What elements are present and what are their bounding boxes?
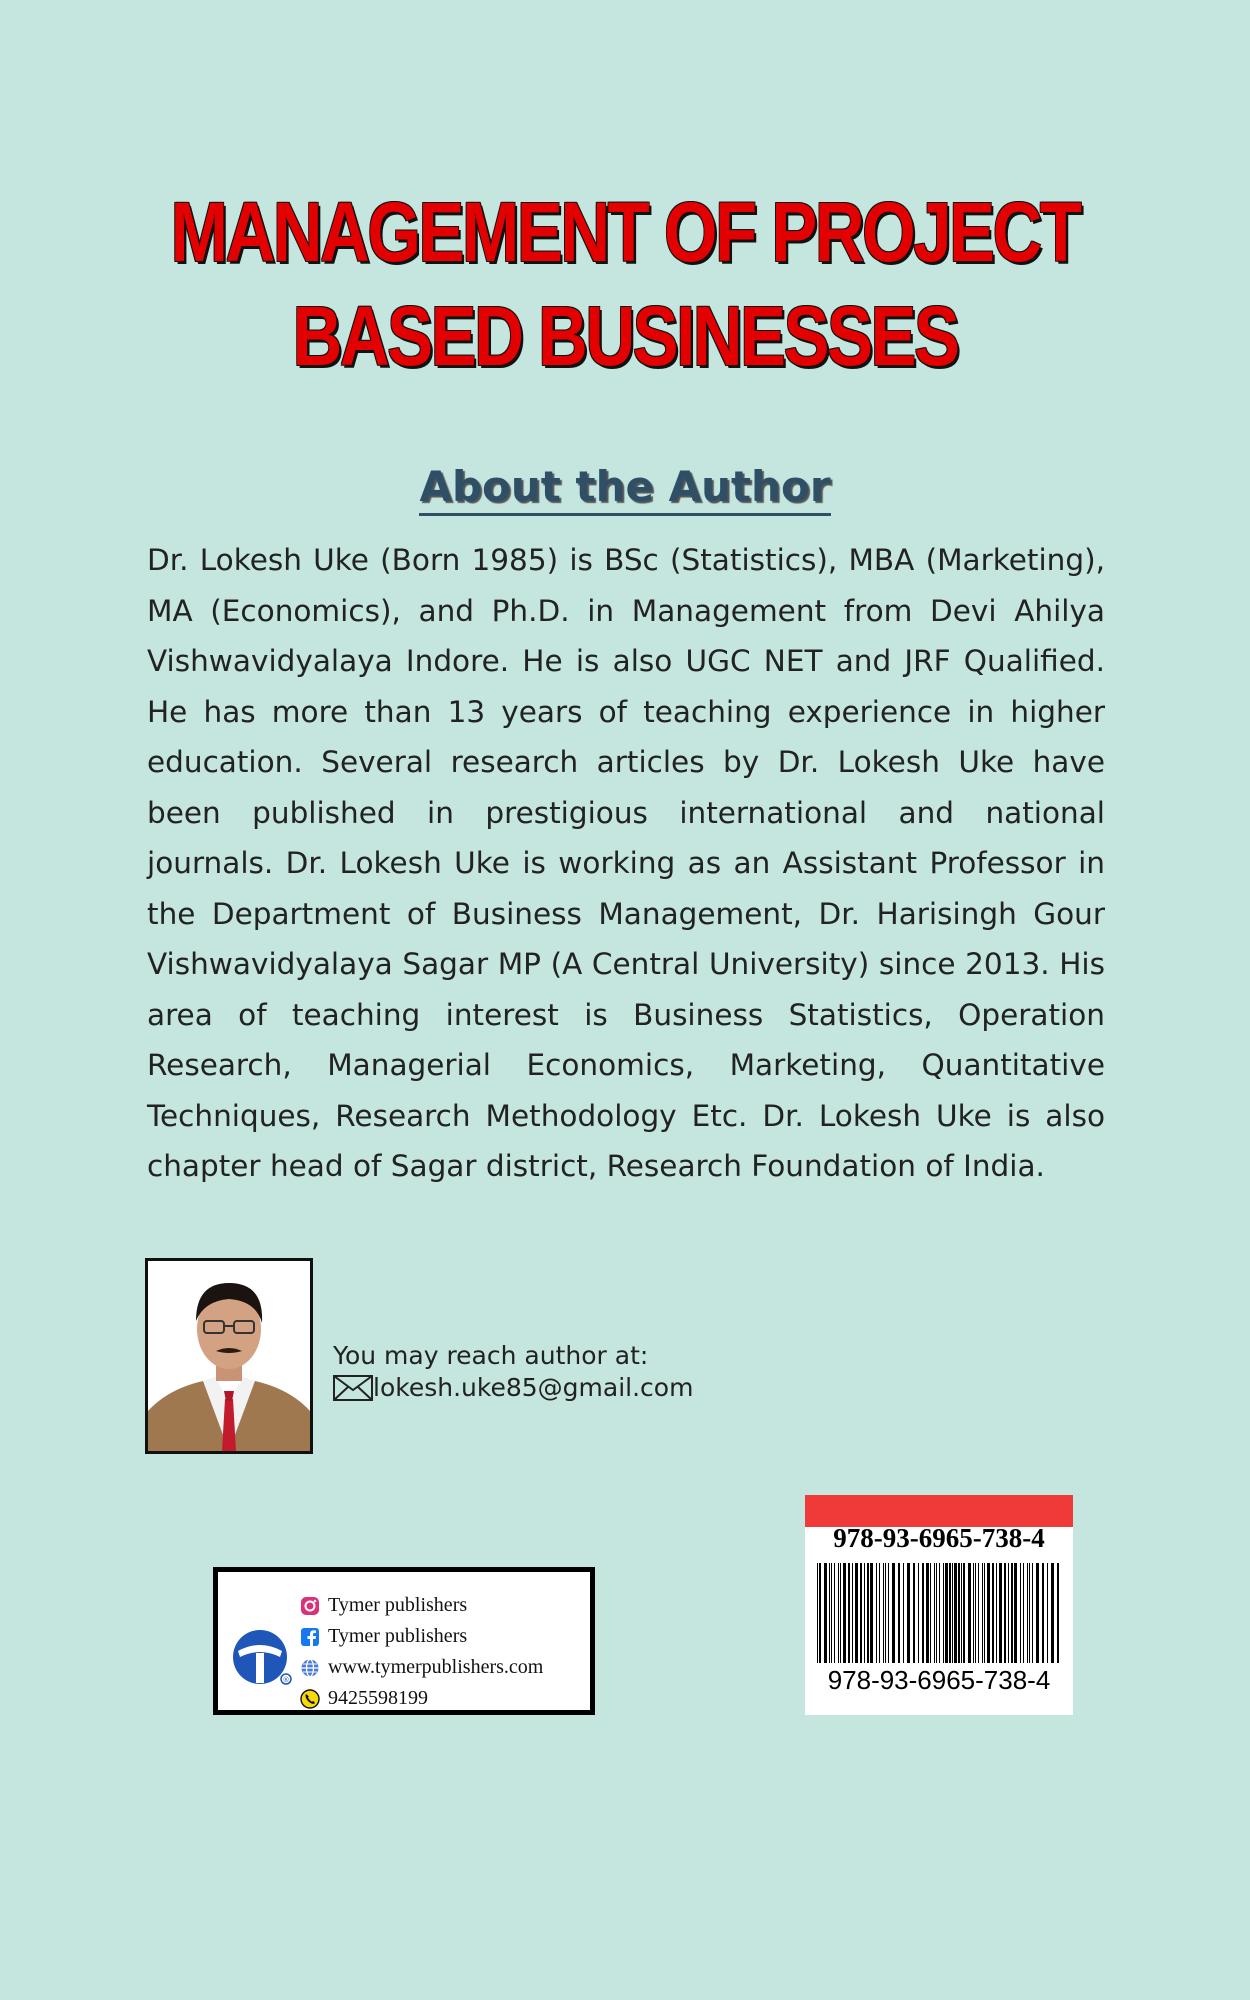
barcode-bar — [870, 1563, 873, 1663]
barcode-bar — [958, 1563, 960, 1663]
barcode-bar — [943, 1563, 944, 1663]
book-title — [113, 180, 1138, 388]
instagram-row[interactable] — [300, 1590, 543, 1621]
globe-icon — [300, 1658, 320, 1678]
barcode-bar — [975, 1563, 976, 1663]
barcode-bar — [992, 1563, 994, 1663]
barcode-bar — [843, 1563, 846, 1663]
barcode-bar — [860, 1563, 862, 1663]
barcode-bar — [999, 1563, 1002, 1663]
publisher-contact-list — [300, 1590, 543, 1714]
barcode-bar — [892, 1563, 895, 1663]
barcode-bar — [996, 1563, 997, 1663]
contact-prompt: You may reach author at: — [333, 1341, 649, 1370]
phone-icon — [300, 1689, 320, 1709]
isbn-top-label: 978-93-6965-738-4 — [833, 1523, 1045, 1553]
barcode-bar — [888, 1563, 889, 1663]
barcode-bar — [1047, 1563, 1048, 1663]
author-photo — [145, 1258, 313, 1454]
barcode-bar — [961, 1563, 962, 1663]
book-title-line-2: BASED BUSINESSES — [292, 289, 958, 383]
barcode-bar — [952, 1563, 953, 1663]
author-portrait-image — [148, 1261, 310, 1451]
publisher-logo-icon — [232, 1627, 292, 1687]
facebook-icon — [300, 1627, 320, 1647]
barcode-bar — [907, 1563, 910, 1663]
barcode-bar — [954, 1563, 957, 1663]
barcode-bar — [934, 1563, 935, 1663]
barcode-bar — [1036, 1563, 1039, 1663]
barcode-bar — [973, 1563, 974, 1663]
barcode-bar — [1023, 1563, 1024, 1663]
author-bio: Dr. Lokesh Uke (Born 1985) is BSc (Statistics), MBA (Marketing), MA (Economics), and Ph.D. in Management from Devi Ahilya Vishwavidyalaya Indore. He is also UGC NET and JRF Qualified. He has more than 13 years of teaching experience in higher education. Several research articles by Dr. Lokesh Uke have been published in prestigious international and national journals. Dr. Lokesh Uke is working as an Assistant Professor in the Department of Business Management, Dr. Harisingh Gour Vishwavidyalaya Sagar MP (A Central University) since 2013. His area of teaching interest is Business Statistics, Operation Research, Managerial Economics, Marketing, Quantitative Techniques, Research Methodology Etc. Dr. Lokesh Uke is also chapter head of Sagar district, Research Foundation of India. — [147, 543, 1105, 1183]
barcode-bar — [922, 1563, 924, 1663]
website-link[interactable]: www.tymerpublishers.com — [328, 1656, 544, 1678]
barcode-bar — [1004, 1563, 1006, 1663]
author-email-link[interactable]: lokesh.uke85@gmail.com — [373, 1373, 694, 1402]
barcode-bar — [1032, 1563, 1033, 1663]
facebook-handle: Tymer publishers — [328, 1625, 468, 1647]
barcode-bar — [913, 1563, 915, 1663]
website-row[interactable] — [300, 1652, 543, 1683]
barcode-bar — [918, 1563, 919, 1663]
envelope-icon — [333, 1375, 373, 1401]
barcode-bar — [978, 1563, 979, 1663]
barcode-bar — [949, 1563, 951, 1663]
barcode-bar — [1057, 1563, 1059, 1663]
barcode-bar — [829, 1563, 830, 1663]
book-title-line-1: MANAGEMENT OF PROJECT — [170, 185, 1080, 279]
barcode-bar — [982, 1563, 983, 1663]
barcode-bar — [898, 1563, 900, 1663]
barcode-bar — [867, 1563, 869, 1663]
barcode-bar — [939, 1563, 940, 1663]
barcode-bar — [1011, 1563, 1013, 1663]
barcode-bar — [903, 1563, 904, 1663]
contact-block — [333, 1340, 693, 1404]
barcode-bar — [864, 1563, 865, 1663]
isbn-bottom-label: 978-93-6965-738-4 — [827, 1665, 1051, 1695]
barcode-bar — [1014, 1563, 1017, 1663]
barcode-bar — [819, 1563, 821, 1663]
facebook-row[interactable] — [300, 1621, 543, 1652]
barcode-bar — [926, 1563, 929, 1663]
isbn-barcode — [805, 1495, 1073, 1715]
barcode-bar — [879, 1563, 880, 1663]
barcode-bar — [987, 1563, 990, 1663]
barcode-bar — [1029, 1563, 1030, 1663]
instagram-handle: Tymer publishers — [328, 1594, 468, 1616]
about-heading — [0, 462, 1250, 511]
barcode-bar — [885, 1563, 886, 1663]
barcode-bar — [930, 1563, 931, 1663]
barcode-bar — [824, 1563, 827, 1663]
barcode-bar — [1042, 1563, 1044, 1663]
barcode-bar — [963, 1563, 965, 1663]
barcode-bars — [815, 1563, 1063, 1665]
svg-text:®: ® — [282, 1676, 290, 1684]
barcode-bar — [834, 1563, 835, 1663]
barcode-bar — [1027, 1563, 1028, 1663]
barcode-bar — [945, 1563, 948, 1663]
barcode-bar — [817, 1563, 818, 1663]
barcode-bar — [1008, 1563, 1009, 1663]
barcode-bar — [855, 1563, 858, 1663]
barcode-bar — [838, 1563, 839, 1663]
barcode-bar — [936, 1563, 937, 1663]
barcode-bar — [883, 1563, 884, 1663]
about-heading-text: About the Author — [419, 462, 830, 516]
barcode-bar — [876, 1563, 877, 1663]
barcode-bar — [984, 1563, 985, 1663]
barcode-bar — [1020, 1563, 1021, 1663]
publisher-info-box — [213, 1567, 595, 1715]
barcode-bar — [852, 1563, 853, 1663]
barcode-bar — [848, 1563, 850, 1663]
phone-number: 9425598199 — [328, 1687, 428, 1709]
phone-row[interactable] — [300, 1683, 543, 1714]
barcode-bar — [1051, 1563, 1054, 1663]
barcode-bar — [831, 1563, 832, 1663]
barcode-bar — [840, 1563, 841, 1663]
email-row — [333, 1372, 693, 1404]
instagram-icon — [300, 1596, 320, 1616]
barcode-bar — [968, 1563, 971, 1663]
